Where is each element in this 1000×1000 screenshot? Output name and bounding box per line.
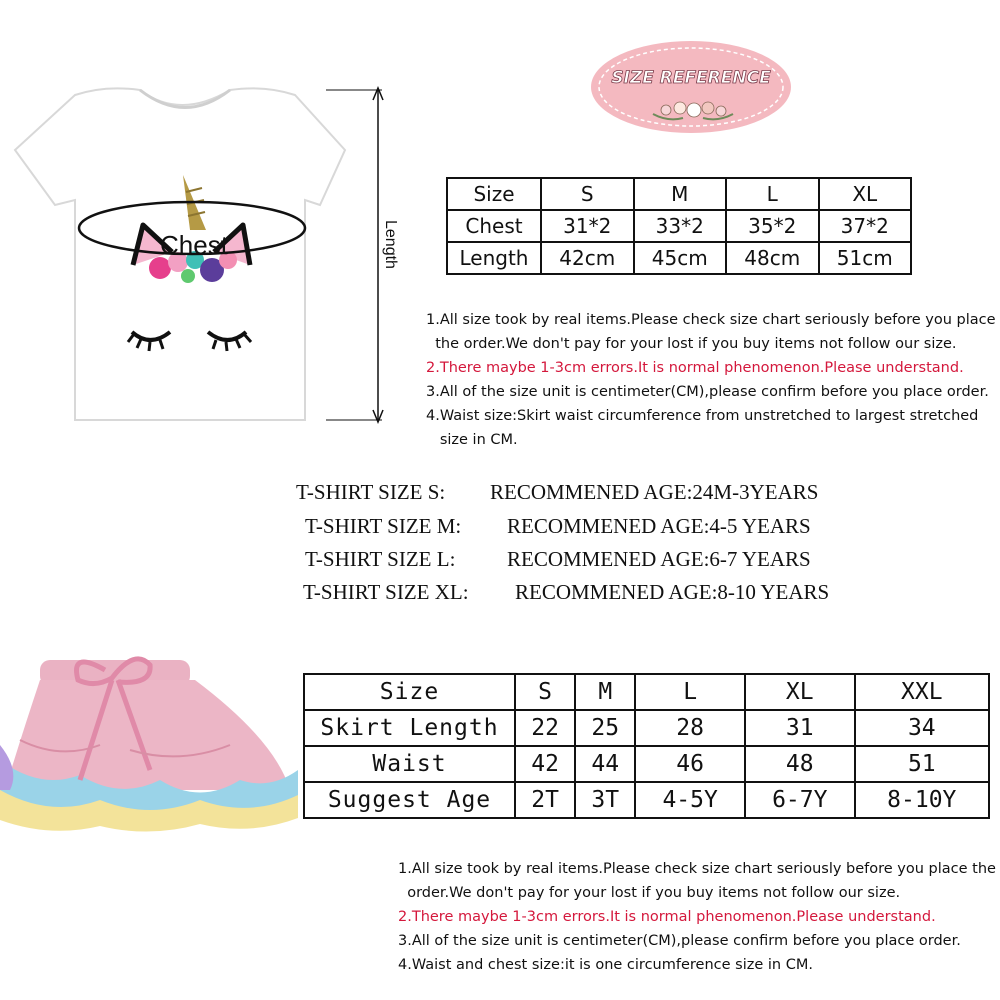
note-line: 4.Waist and chest size:it is one circumference size in CM. (398, 957, 813, 973)
age-recommendation (303, 580, 829, 605)
length-label: Length (382, 220, 399, 269)
chest-label: Chest (160, 230, 228, 260)
age-size-label: T-SHIRT SIZE S: (296, 480, 446, 504)
table-header-row (447, 178, 911, 210)
table-cell: 51cm (819, 242, 912, 274)
table-cell: 6-7Y (745, 782, 855, 818)
age-value: RECOMMENED AGE:8-10 YEARS (515, 580, 830, 604)
table-cell: XL (819, 178, 912, 210)
table-cell: 28 (635, 710, 745, 746)
note-line: 3.All of the size unit is centimeter(CM),please confirm before you place order. (398, 933, 961, 949)
table-row-label: Chest (447, 210, 541, 242)
note-line: 2.There maybe 1-3cm errors.It is normal phenomenon.Please understand. (426, 360, 964, 376)
age-recommendation (305, 514, 811, 539)
note-line: 1.All size took by real items.Please check size chart seriously before you place the (398, 861, 996, 877)
note-line: order.We don't pay for your lost if you buy items not follow our size. (398, 885, 901, 901)
table-row-label: Skirt Length (304, 710, 515, 746)
table-row-label: Size (447, 178, 541, 210)
table-cell: 22 (515, 710, 575, 746)
table-cell: XL (745, 674, 855, 710)
table-cell: 37*2 (819, 210, 912, 242)
table-cell: 33*2 (634, 210, 727, 242)
table-cell: L (726, 178, 819, 210)
table-cell: 3T (575, 782, 635, 818)
table-cell: M (575, 674, 635, 710)
age-value: RECOMMENED AGE:4-5 YEARS (507, 514, 811, 538)
tutu-skirt-illustration (0, 640, 300, 840)
table-cell: L (635, 674, 745, 710)
table-row-label: Suggest Age (304, 782, 515, 818)
table-cell: 4-5Y (635, 782, 745, 818)
tshirt-illustration (0, 80, 410, 440)
table-cell: XXL (855, 674, 989, 710)
table-cell: 42cm (541, 242, 634, 274)
note-line: 3.All of the size unit is centimeter(CM),please confirm before you place order. (426, 384, 989, 400)
note-line: size in CM. (426, 432, 518, 448)
table-cell: 46 (635, 746, 745, 782)
table-cell: 25 (575, 710, 635, 746)
table-row (447, 210, 911, 242)
table-row (304, 746, 989, 782)
table-row-label: Waist (304, 746, 515, 782)
table-cell: 48 (745, 746, 855, 782)
table-cell: 44 (575, 746, 635, 782)
table-cell: 34 (855, 710, 989, 746)
table-cell: 31 (745, 710, 855, 746)
age-recommendation (296, 480, 818, 505)
table-cell: 31*2 (541, 210, 634, 242)
note-line: 1.All size took by real items.Please check size chart seriously before you place (426, 312, 996, 328)
age-size-label: T-SHIRT SIZE XL: (303, 580, 469, 604)
tshirt-size-notes (426, 308, 996, 452)
table-row (447, 242, 911, 274)
table-row (304, 710, 989, 746)
age-recommendation (305, 547, 811, 572)
skirt-size-table (303, 673, 990, 819)
skirt-size-notes (398, 857, 996, 977)
table-cell: 8-10Y (855, 782, 989, 818)
table-row-label: Length (447, 242, 541, 274)
note-line: the order.We don't pay for your lost if you buy items not follow our size. (426, 336, 957, 352)
table-row (304, 782, 989, 818)
note-line: 4.Waist size:Skirt waist circumference from unstretched to largest stretched (426, 408, 979, 424)
table-cell: 45cm (634, 242, 727, 274)
age-size-label: T-SHIRT SIZE L: (305, 547, 456, 571)
tshirt-size-table (446, 177, 912, 275)
age-value: RECOMMENED AGE:24M-3YEARS (490, 480, 819, 504)
badge-text: SIZE REFERENCE (611, 68, 771, 88)
table-cell: S (541, 178, 634, 210)
table-cell: 35*2 (726, 210, 819, 242)
age-size-label: T-SHIRT SIZE M: (305, 514, 462, 538)
size-reference-badge (588, 38, 794, 136)
table-row-label: Size (304, 674, 515, 710)
age-value: RECOMMENED AGE:6-7 YEARS (507, 547, 811, 571)
table-header-row (304, 674, 989, 710)
table-cell: S (515, 674, 575, 710)
table-cell: 48cm (726, 242, 819, 274)
table-cell: M (634, 178, 727, 210)
table-cell: 42 (515, 746, 575, 782)
table-cell: 2T (515, 782, 575, 818)
note-line: 2.There maybe 1-3cm errors.It is normal phenomenon.Please understand. (398, 909, 936, 925)
table-cell: 51 (855, 746, 989, 782)
